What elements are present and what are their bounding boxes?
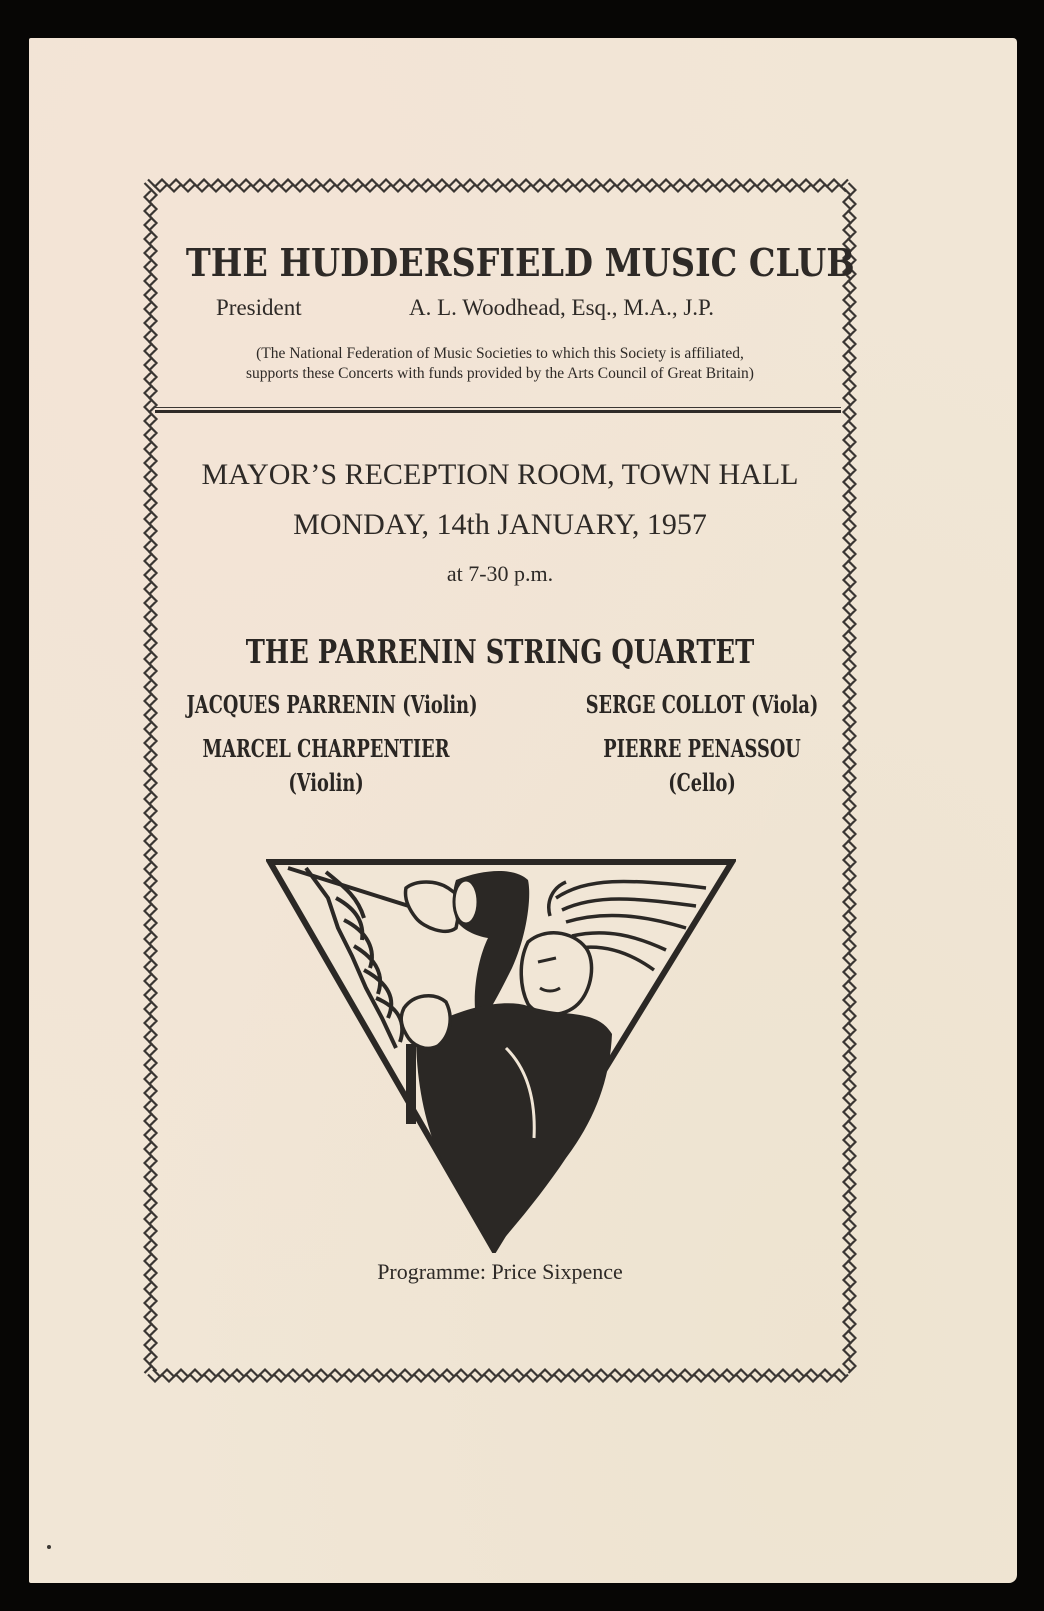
event-venue: MAYOR’S RECEPTION ROOM, TOWN HALL <box>201 458 799 491</box>
header-divider-thin <box>155 407 841 408</box>
performer-violin-2-instrument: (Violin) <box>288 768 364 797</box>
event-time: at 7-30 p.m. <box>446 561 554 586</box>
conductor-face <box>521 933 591 1015</box>
federation-line-2: supports these Concerts with funds provided by the Arts Council of Great Britain) <box>246 365 754 382</box>
conductor-illustration <box>266 858 736 1253</box>
zigzag-edge <box>153 185 846 192</box>
federation-line-1: (The National Federation of Music Societies to which this Society is affiliated, <box>256 345 744 362</box>
cuff <box>454 880 478 924</box>
conductor-left-hand <box>401 996 450 1049</box>
programme-price: Programme: Price Sixpence <box>377 1259 623 1284</box>
music-stand <box>406 1044 416 1124</box>
performer-violin-1: JACQUES PARRENIN (Violin) <box>186 690 478 719</box>
president-name: A. L. Woodhead, Esq., M.A., J.P. <box>409 295 715 320</box>
performer-cello-name: PIERRE PENASSOU <box>603 734 801 763</box>
event-date: MONDAY, 14th JANUARY, 1957 <box>293 508 707 541</box>
performer-violin-2-name: MARCEL CHARPENTIER <box>202 734 450 763</box>
ink-speck <box>47 1545 51 1549</box>
ensemble-name: THE PARRENIN STRING QUARTET <box>245 632 755 671</box>
club-title: THE HUDDERSFIELD MUSIC CLUB <box>185 240 855 285</box>
header-divider-thick <box>155 410 841 413</box>
president-label: President <box>216 295 302 320</box>
federation-note <box>143 344 857 384</box>
performer-viola: SERGE COLLOT (Viola) <box>585 690 819 719</box>
performer-cello-instrument: (Cello) <box>668 768 736 797</box>
